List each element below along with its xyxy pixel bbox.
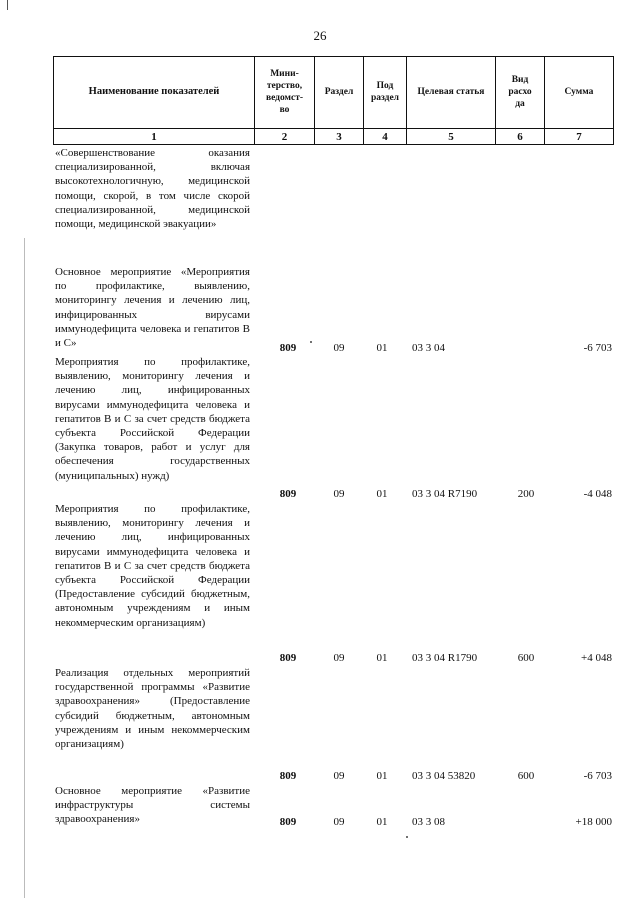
row-name: Основное мероприятие «Развитие инфраструктуры системы здравоохранения» (55, 785, 250, 826)
cell-section: 09 (333, 652, 345, 664)
cell-ministry: 809 (279, 652, 297, 664)
header-subsection-line: Под (376, 81, 394, 91)
column-number: 2 (281, 130, 288, 143)
column-number: 4 (382, 130, 388, 143)
cell-subsection: 01 (376, 652, 388, 664)
page-number: 26 (313, 28, 327, 43)
column-number: 3 (336, 130, 342, 143)
cell-ministry: 809 (279, 816, 297, 828)
cell-target-article: 03 3 08 (412, 816, 445, 828)
header-subsection (364, 56, 406, 128)
col-border (613, 56, 614, 145)
table-header (53, 56, 614, 145)
row-name: Реализация отдельных мероприятий государственной программы «Развитие здравоохранения» (Предоставление субсидий бюджетным, автономным учреждениям и иным некоммерческим организациям) (55, 667, 250, 751)
header-ministry-line: терство, (266, 81, 303, 91)
cell-subsection: 01 (376, 816, 388, 828)
cell-expense-type: 600 (517, 770, 535, 782)
row-name: Мероприятия по профилактике, выявлению, мониторингу лечения и лечению лиц, инфицированных вирусами иммунодефицита человека и гепатитов В и С за счет средств бюджета субъекта Российской Федерации (Закупка товаров, работ и услуг для обеспечения государственных (муниципальных) нужд) (55, 356, 250, 482)
cell-expense-type: 200 (517, 488, 535, 500)
header-bottom-border (53, 144, 614, 145)
header-expense-type-line: расхо (508, 87, 532, 97)
cell-target-article: 03 3 04 53820 (412, 770, 476, 782)
cell-sum: -6 703 (583, 342, 612, 354)
cell-section: 09 (333, 816, 345, 828)
cell-section: 09 (333, 770, 345, 782)
cell-target-article: 03 3 04 R7190 (412, 488, 478, 500)
cell-target-article: 03 3 04 (412, 342, 445, 354)
scan-margin-line (24, 238, 25, 898)
cell-sum: -4 048 (583, 488, 612, 500)
header-name: Наименование показателей (88, 86, 220, 97)
cell-target-article: 03 3 04 R1790 (412, 652, 478, 664)
cell-subsection: 01 (376, 770, 388, 782)
column-number: 6 (517, 130, 523, 143)
cell-section: 09 (333, 488, 345, 500)
column-number: 7 (576, 130, 582, 143)
header-ministry (255, 56, 314, 128)
header-ministry-line: во (279, 105, 290, 115)
cell-section: 09 (333, 342, 345, 354)
cell-expense-type: 600 (517, 652, 535, 664)
scan-edge-mark (7, 0, 8, 10)
cell-sum: +18 000 (575, 816, 612, 828)
header-sum: Сумма (564, 87, 594, 97)
cell-subsection: 01 (376, 488, 388, 500)
cell-sum: -6 703 (583, 770, 612, 782)
cell-ministry: 809 (279, 488, 297, 500)
header-ministry-line: ведомст- (265, 93, 304, 103)
row-name: Мероприятия по профилактике, выявлению, мониторингу лечения и лечению лиц, инфицированных вирусами иммунодефицита человека и гепатитов В и С за счет средств бюджета субъекта Российской Федерации (Предоставление субсидий бюджетным, автономным учреждениям и иным некоммерческим организациям) (55, 503, 250, 629)
header-expense-type (496, 56, 544, 128)
row-name: «Совершенствование оказания специализированной, включая высокотехнологичную, медицинской помощи, скорой, в том числе скорой специализированной, медицинской помощи, медицинской эвакуации» (55, 147, 250, 231)
cell-sum: +4 048 (581, 652, 612, 664)
cell-subsection: 01 (376, 342, 388, 354)
header-expense-type-line: Вид (511, 75, 529, 85)
column-number: 5 (448, 130, 454, 143)
column-number: 1 (151, 130, 157, 143)
cell-ministry: 809 (279, 770, 297, 782)
header-expense-type-line: да (515, 99, 525, 109)
row-name: Основное мероприятие «Мероприятия по профилактике, выявлению, мониторингу лечения и лечению лиц, инфицированных вирусами иммунодефицита человека и гепатитов В и С» (55, 266, 250, 350)
header-target-article: Целевая статья (417, 87, 485, 97)
cell-ministry: 809 (279, 342, 297, 354)
header-subsection-line: раздел (370, 93, 400, 103)
scan-speck (406, 836, 408, 838)
header-section: Раздел (324, 87, 354, 97)
header-ministry-line: Мини- (270, 69, 299, 79)
scan-speck (310, 341, 312, 343)
